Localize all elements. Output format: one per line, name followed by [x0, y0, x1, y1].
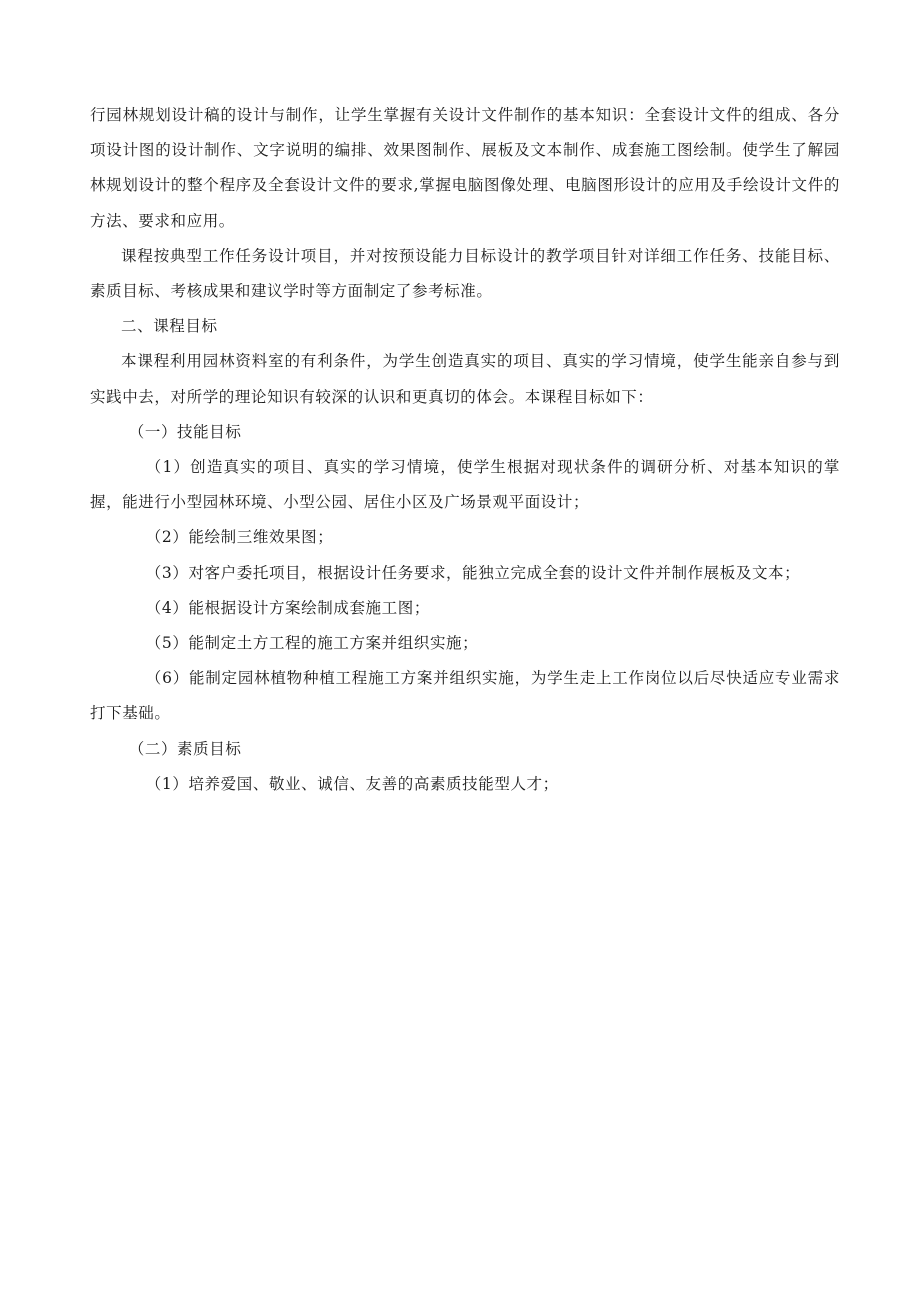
skill-goal-item-5: （5）能制定土方工程的施工方案并组织实施； [145, 634, 479, 653]
skill-goal-item-4: （4）能根据设计方案绘制成套施工图； [145, 598, 430, 617]
subheading-skill-goals: （一）技能目标 [128, 422, 242, 441]
document-page [90, 98, 840, 802]
paragraph-course-projects: 课程按典型工作任务设计项目，并对按预设能力目标设计的教学项目针对详细工作任务、技能目标、素质目标、考核成果和建议学时等方面制定了参考标准。 [90, 246, 840, 301]
quality-goal-item-1: （1）培养爱国、敬业、诚信、友善的高素质技能型人才； [145, 774, 559, 793]
skill-goal-item-6: （6）能制定园林植物种植工程施工方案并组织实施，为学生走上工作岗位以后尽快适应专业需求打下基础。 [90, 669, 840, 723]
paragraph-course-goals-intro: 本课程利用园林资料室的有利条件，为学生创造真实的项目、真实的学习情境，使学生能亲自参与到实践中去，对所学的理论知识有较深的认识和更真切的体会。本课程目标如下： [90, 352, 840, 406]
skill-goal-item-1: （1）创造真实的项目、真实的学习情境，使学生根据对现状条件的调研分析、对基本知识的掌握，能进行小型园林环境、小型公园、居住小区及广场景观平面设计； [90, 458, 840, 512]
section-heading-course-goals: 二、课程目标 [121, 317, 218, 336]
skill-goal-item-3: （3）对客户委托项目，根据设计任务要求，能独立完成全套的设计文件并制作展板及文本； [145, 563, 801, 582]
paragraph-design-files: 行园林规划设计稿的设计与制作，让学生掌握有关设计文件制作的基本知识：全套设计文件的组成、各分项设计图的设计制作、文字说明的编排、效果图制作、展板及文本制作、成套施工图绘制。使学生了解园林规划设计的整个程序及全套设计文件的要求,掌握电脑图像处理、电脑图形设计的应用及手绘设计文件的方法、要求和应用。 [90, 106, 840, 230]
skill-goal-item-2: （2）能绘制三维效果图； [145, 528, 334, 547]
subheading-quality-goals: （二）素质目标 [128, 739, 242, 758]
